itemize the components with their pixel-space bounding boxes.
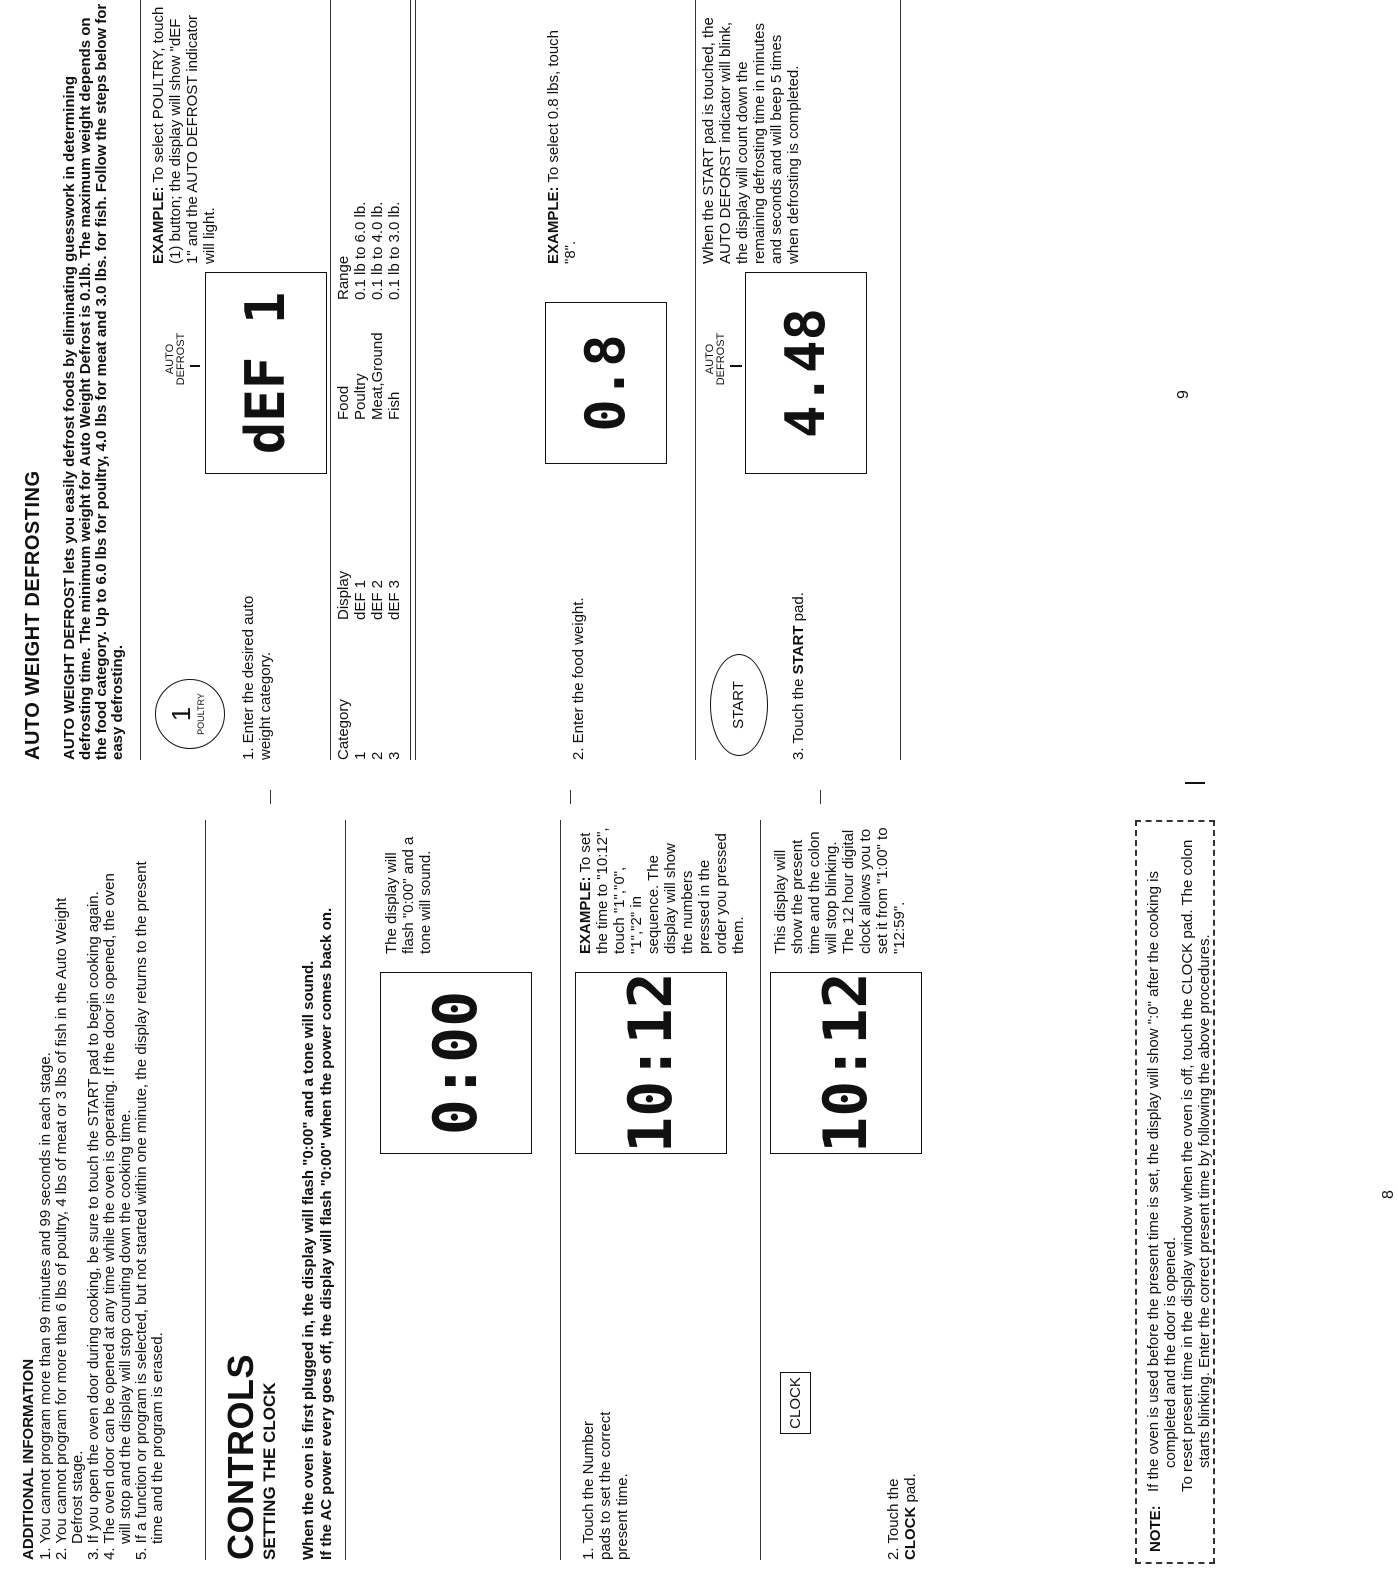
defrost-step-2: 2. Enter the food weight. [570, 597, 587, 760]
table-cell: dEF 2 [369, 579, 386, 620]
note-text [1145, 832, 1213, 1492]
clock-step-2 [885, 1440, 919, 1560]
clock-step2-description: This display will show the present time and the colon will stop blinking. The 12 hour digital clock allows you to set it from "1:00" to "12:59". [772, 827, 908, 954]
auto-defrost-indicator: AUTO DEFROST [164, 332, 187, 386]
example-text: To select 0.8 lbs, touch "8". [545, 29, 579, 264]
defrost-display-3: 4.48 [745, 272, 867, 474]
table-cell: 1 [352, 751, 369, 760]
example-text: To select POULTRY, touch (1) button; the display will show "dEF 1" and the AUTO DEFROST indicator will light. [150, 6, 218, 264]
indicator-mark [190, 365, 200, 367]
auto-weight-intro: AUTO WEIGHT DEFROST lets you easily defrost foods by eliminating guesswork in determining defrosting time. The minimum weight for Auto Weight Defrost is 0.1lb. The maximum weight depends on the food category. Up to 6.0 lbs for poultry, 4.0 lbs for meat and 3.0 lbs. for fish. Follow the steps below for easy defrosting. [61, 3, 126, 760]
divider [330, 0, 331, 760]
note-label: NOTE: [1147, 1505, 1164, 1552]
defrost-example-1 [150, 4, 218, 264]
table-cell: 0.1 lb to 4.0 lb. [369, 201, 386, 300]
intro-line: When the oven is first plugged in, the display will flash "0:00" and a tone will sound. [300, 960, 317, 1560]
controls-title: CONTROLS [220, 1354, 261, 1560]
list-item: 5. If a function or program is selected, but not started within one minute, the display returns to the present time and the program is erased. [133, 861, 166, 1560]
clock-example [577, 824, 747, 954]
clock-subtitle: SETTING THE CLOCK [260, 1382, 279, 1560]
table-header: Food [335, 385, 352, 420]
table-cell: dEF 3 [386, 579, 403, 620]
table-row [352, 160, 369, 760]
note-line: If the oven is used before the present time is set, the display will show ":0" after the cooking is completed and the door is opened. [1145, 871, 1179, 1492]
divider [410, 0, 411, 760]
defrost-display-1: dEF 1 [205, 272, 327, 474]
clock-display-step2: 10:12 [770, 972, 922, 1154]
divider [760, 820, 761, 1560]
auto-weight-title: AUTO WEIGHT DEFROSTING [22, 470, 44, 760]
divider [900, 0, 901, 760]
note-line: To reset present time in the display window when the oven is off, touch the CLOCK pad. The colon starts blinking. Enter the correct present time by following the above procedures. [1179, 839, 1213, 1492]
table-header-row [335, 160, 352, 760]
defrost-step3-description: When the START pad is touched, the AUTO DEFORST indicator will blink, the display will count down the remaining defrosting time in minutes and seconds and will beep 5 times when defrosting is completed. [700, 17, 802, 264]
defrost-step-1: 1. Enter the desired auto weight category. [240, 595, 274, 760]
divider [695, 0, 696, 760]
defrost-step-3 [790, 560, 807, 760]
table-header: Range [335, 255, 352, 300]
defrost-example-2 [545, 4, 579, 264]
table-cell: Poultry [352, 373, 369, 420]
clock-display-initial: 0:00 [380, 972, 532, 1154]
start-button[interactable]: START [710, 654, 768, 756]
poultry-button[interactable] [155, 679, 225, 749]
binding-mark [1185, 782, 1205, 784]
table-row [369, 160, 386, 760]
category-table [335, 160, 403, 760]
step-text: pad. [790, 592, 807, 626]
page-number: 9 [1175, 390, 1192, 399]
divider [140, 0, 141, 760]
table-cell: Fish [386, 391, 403, 420]
table-header: Display [335, 570, 352, 620]
example-label: EXAMPLE: [545, 186, 562, 264]
example-label: EXAMPLE: [577, 876, 594, 954]
table-cell: 0.1 lb to 3.0 lb. [386, 201, 403, 300]
example-label: EXAMPLE: [150, 186, 167, 264]
auto-defrost-indicator: AUTO DEFROST [704, 332, 727, 386]
table-cell: Meat,Ground [369, 332, 386, 420]
list-item: 4. The oven door can be opened at any time while the oven is operating. If the door is opened, the oven will stop and the display will stop counting down the cooking time. [101, 873, 134, 1560]
table-header: Category [335, 699, 352, 760]
table-cell: 3 [386, 751, 403, 760]
poultry-number: 1 [166, 706, 196, 722]
page-9 [0, 0, 1224, 784]
clock-intro [300, 830, 336, 1560]
intro-line: If the AC power every goes off, the display will flash "0:00" when the power comes back on. [318, 907, 335, 1560]
list-item: 1. You cannot program more than 99 minutes and 99 seconds in each stage. [37, 1052, 54, 1560]
fold-mark [820, 790, 821, 804]
additional-info-list [38, 860, 166, 1560]
defrost-display-2: 0.8 [545, 302, 667, 464]
indicator-mark [730, 365, 742, 367]
note-box [1135, 820, 1215, 1564]
table-cell: 2 [369, 751, 386, 760]
step-text: 2. Touch the [885, 1478, 902, 1560]
step-text: pad. [902, 1473, 919, 1507]
table-cell: 0.1 lb to 6.0 lb. [352, 201, 369, 300]
step-text: 3. Touch the [790, 674, 807, 760]
clock-display-step1: 10:12 [575, 972, 727, 1154]
divider [205, 820, 206, 1560]
divider [345, 820, 346, 1560]
additional-info-title: ADDITIONAL INFORMATION [20, 1358, 37, 1560]
step-text-bold: CLOCK [902, 1506, 919, 1560]
poultry-label: POULTRY [196, 693, 206, 735]
initial-display-description: The display will flash "0:00" and a tone will sound. [383, 836, 434, 954]
fold-mark [270, 790, 271, 804]
table-cell: dEF 1 [352, 579, 369, 620]
clock-step-1: 1. Touch the Number pads to set the correct present time. [580, 1411, 631, 1560]
clock-pad-button[interactable]: CLOCK [780, 1372, 811, 1434]
example-text: To set the time to "10:12", touch "1","0", "1","2" in sequence. The display will show the numbers pressed in the order you pressed them. [577, 827, 747, 954]
list-item: 2. You cannot program for more than 6 lbs of poultry, 4 lbs of meat or 3 lbs of fish in the Auto Weight Defrost stage. [53, 897, 86, 1560]
list-item: 3. If you open the oven door during cooking, be sure to touch the START pad to begin cooking again. [85, 891, 102, 1560]
fold-mark [570, 790, 571, 804]
page-8 [0, 814, 1397, 1584]
step-text-bold: START [790, 625, 807, 675]
divider [560, 820, 561, 1560]
page-number: 8 [1380, 1190, 1397, 1199]
table-row [386, 160, 403, 760]
divider [415, 0, 416, 760]
